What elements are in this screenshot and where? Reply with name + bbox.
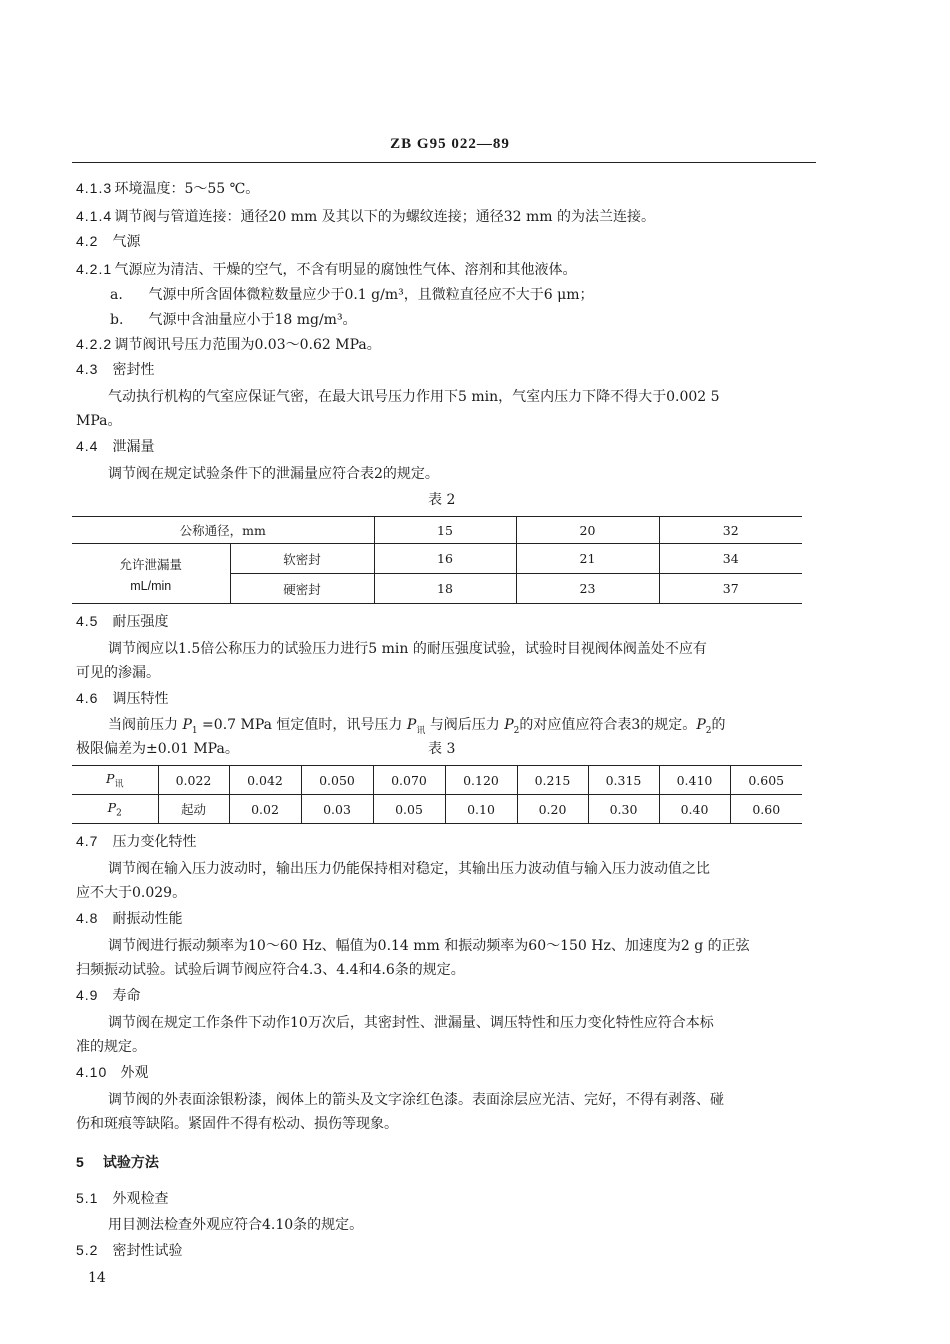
paragraph-line: 调节阀应以1.5倍公称压力的试验压力进行5 min 的耐压强度试验，试验时目视阀体阀盖处不应有 xyxy=(108,641,707,657)
table-cell: 0.022 xyxy=(158,766,229,795)
table-cell: 0.050 xyxy=(301,766,373,795)
table-cell: 0.60 xyxy=(730,795,802,824)
table-cell: 0.03 xyxy=(301,795,373,824)
clause-heading: 耐压强度 xyxy=(112,614,169,630)
paragraph-line: 扫频振动试验。试验后调节阀应符合4.3、4.4和4.6条的规定。 xyxy=(76,962,465,978)
table-2-caption: 表 2 xyxy=(428,492,456,508)
table-cell: 硬密封 xyxy=(230,574,374,604)
clause-4-4: 4.4 泄漏量 xyxy=(76,438,155,455)
table-row xyxy=(72,766,802,795)
table-cell: 0.20 xyxy=(517,795,588,824)
table-3-caption: 表 3 xyxy=(428,741,456,757)
table-cell: 0.40 xyxy=(659,795,730,824)
clause-4-5: 4.5 耐压强度 xyxy=(76,613,169,630)
paragraph-line: 准的规定。 xyxy=(76,1039,146,1055)
clause-heading: 泄漏量 xyxy=(112,439,155,455)
paragraph-line: 用目测法检查外观应符合4.10条的规定。 xyxy=(108,1217,364,1233)
table-cell: 0.215 xyxy=(517,766,588,795)
section-5-heading: 5 试验方法 xyxy=(76,1154,159,1171)
paragraph-line: 调节阀进行振动频率为10～60 Hz、幅值为0.14 mm 和振动频率为60～150 Hz、加速度为2 g 的正弦 xyxy=(108,938,750,954)
table-header-cell: 15 xyxy=(374,517,516,544)
table-header-cell: 20 xyxy=(516,517,659,544)
clause-4-9: 4.9 寿命 xyxy=(76,987,141,1004)
paragraph-line: MPa。 xyxy=(76,413,122,429)
table-cell: 21 xyxy=(516,544,659,574)
paragraph-line: 气动执行机构的气室应保证气密，在最大讯号压力作用下5 min，气室内压力下降不得大于0.002 5 xyxy=(108,389,720,405)
paragraph-line: 调节阀在规定试验条件下的泄漏量应符合表2的规定。 xyxy=(108,466,439,482)
paragraph-line: 调节阀的外表面涂银粉漆，阀体上的箭头及文字涂红色漆。表面涂层应光洁、完好，不得有剥落、碰 xyxy=(108,1092,724,1108)
table-cell: 37 xyxy=(659,574,802,604)
list-item-a: a. 气源中所含固体微粒数量应少于0.1 g/m³，且微粒直径应不大于6 μm； xyxy=(110,287,594,303)
clause-heading: 寿命 xyxy=(112,988,141,1004)
table-row-label: $P_2$ xyxy=(72,795,158,824)
table-cell: 16 xyxy=(374,544,516,574)
paragraph-line: 当阀前压力 $P_1 =0.7$ MPa 恒定值时，讯号压力 $P_讯$ 与阀后压力 $P_2$的对应值应符合表3的规定。$P_2$的 xyxy=(108,717,726,736)
table-2 xyxy=(72,516,802,604)
paragraph-line: 应不大于0.029。 xyxy=(76,885,187,901)
table-cell: 0.410 xyxy=(659,766,730,795)
clause-4-2: 4.2 气源 xyxy=(76,233,141,250)
clause-heading: 外观检查 xyxy=(112,1191,169,1207)
clause-4-1-3: 4.1.3 环境温度：5～55 ℃。 xyxy=(76,180,260,197)
table-row xyxy=(72,795,802,824)
table-cell: 起动 xyxy=(158,795,229,824)
table-cell: 0.315 xyxy=(588,766,659,795)
clause-heading: 耐振动性能 xyxy=(112,911,183,927)
table-header-cell: 32 xyxy=(659,517,802,544)
clause-5-1: 5.1 外观检查 xyxy=(76,1190,169,1207)
clause-heading: 压力变化特性 xyxy=(112,834,197,850)
table-cell: 0.605 xyxy=(730,766,802,795)
table-cell: 23 xyxy=(516,574,659,604)
clause-4-8: 4.8 耐振动性能 xyxy=(76,910,183,927)
table-row xyxy=(72,517,802,544)
clause-text: 环境温度：5～55 ℃。 xyxy=(114,181,260,197)
paragraph-line: 调节阀在规定工作条件下动作10万次后，其密封性、泄漏量、调压特性和压力变化特性应符合本标 xyxy=(108,1015,714,1031)
clause-4-7: 4.7 压力变化特性 xyxy=(76,833,197,850)
table-cell: 0.120 xyxy=(445,766,517,795)
table-cell: 0.042 xyxy=(229,766,301,795)
paragraph-line: 极限偏差为±0.01 MPa。 xyxy=(76,741,239,757)
paragraph-line: 可见的渗漏。 xyxy=(76,665,160,681)
table-cell: 34 xyxy=(659,544,802,574)
table-cell: 0.02 xyxy=(229,795,301,824)
table-cell: 0.30 xyxy=(588,795,659,824)
clause-5-2: 5.2 密封性试验 xyxy=(76,1242,183,1259)
table-row xyxy=(72,544,802,574)
clause-4-2-1: 4.2.1 气源应为清洁、干燥的空气，不含有明显的腐蚀性气体、溶剂和其他液体。 xyxy=(76,261,577,278)
list-item-b: b. 气源中含油量应小于18 mg/m³。 xyxy=(110,312,357,328)
table-cell: 0.070 xyxy=(373,766,445,795)
table-cell: 0.10 xyxy=(445,795,517,824)
clause-4-10: 4.10 外观 xyxy=(76,1064,149,1081)
document-header: ZB G95 022—89 xyxy=(390,136,510,152)
table-3 xyxy=(72,765,802,824)
table-header-cell: 公称通径，mm xyxy=(72,517,374,544)
list-item-text: 气源中所含固体微粒数量应少于0.1 g/m³，且微粒直径应不大于6 μm； xyxy=(148,287,594,303)
clause-4-6: 4.6 调压特性 xyxy=(76,690,169,707)
clause-text: 气源应为清洁、干燥的空气，不含有明显的腐蚀性气体、溶剂和其他液体。 xyxy=(114,262,577,278)
clause-4-1-4: 4.1.4 调节阀与管道连接：通径20 mm 及其以下的为螺纹连接；通径32 mm 的为法兰连接。 xyxy=(76,208,655,225)
page-number: 14 xyxy=(88,1270,106,1286)
paragraph-line: 伤和斑痕等缺陷。紧固件不得有松动、损伤等现象。 xyxy=(76,1116,398,1132)
clause-text: 调节阀与管道连接：通径20 mm 及其以下的为螺纹连接；通径32 mm 的为法兰连接。 xyxy=(114,209,655,225)
clause-heading: 调压特性 xyxy=(112,691,169,707)
clause-heading: 密封性 xyxy=(112,362,155,378)
clause-text: 调节阀讯号压力范围为0.03～0.62 MPa。 xyxy=(114,337,381,353)
clause-heading: 外观 xyxy=(120,1065,149,1081)
header-rule xyxy=(72,162,816,163)
clause-heading: 密封性试验 xyxy=(112,1243,183,1259)
table-cell: 0.05 xyxy=(373,795,445,824)
table-cell: 软密封 xyxy=(230,544,374,574)
table-row-label: 允许泄漏量 mL/min xyxy=(72,544,230,604)
table-row-label: $P_讯$ xyxy=(72,766,158,795)
clause-4-2-2: 4.2.2 调节阀讯号压力范围为0.03～0.62 MPa。 xyxy=(76,336,381,353)
clause-heading: 气源 xyxy=(112,234,141,250)
table-cell: 18 xyxy=(374,574,516,604)
list-item-text: 气源中含油量应小于18 mg/m³。 xyxy=(148,312,357,328)
clause-4-3: 4.3 密封性 xyxy=(76,361,155,378)
paragraph-line: 调节阀在输入压力波动时，输出压力仍能保持相对稳定，其输出压力波动值与输入压力波动值之比 xyxy=(108,861,710,877)
